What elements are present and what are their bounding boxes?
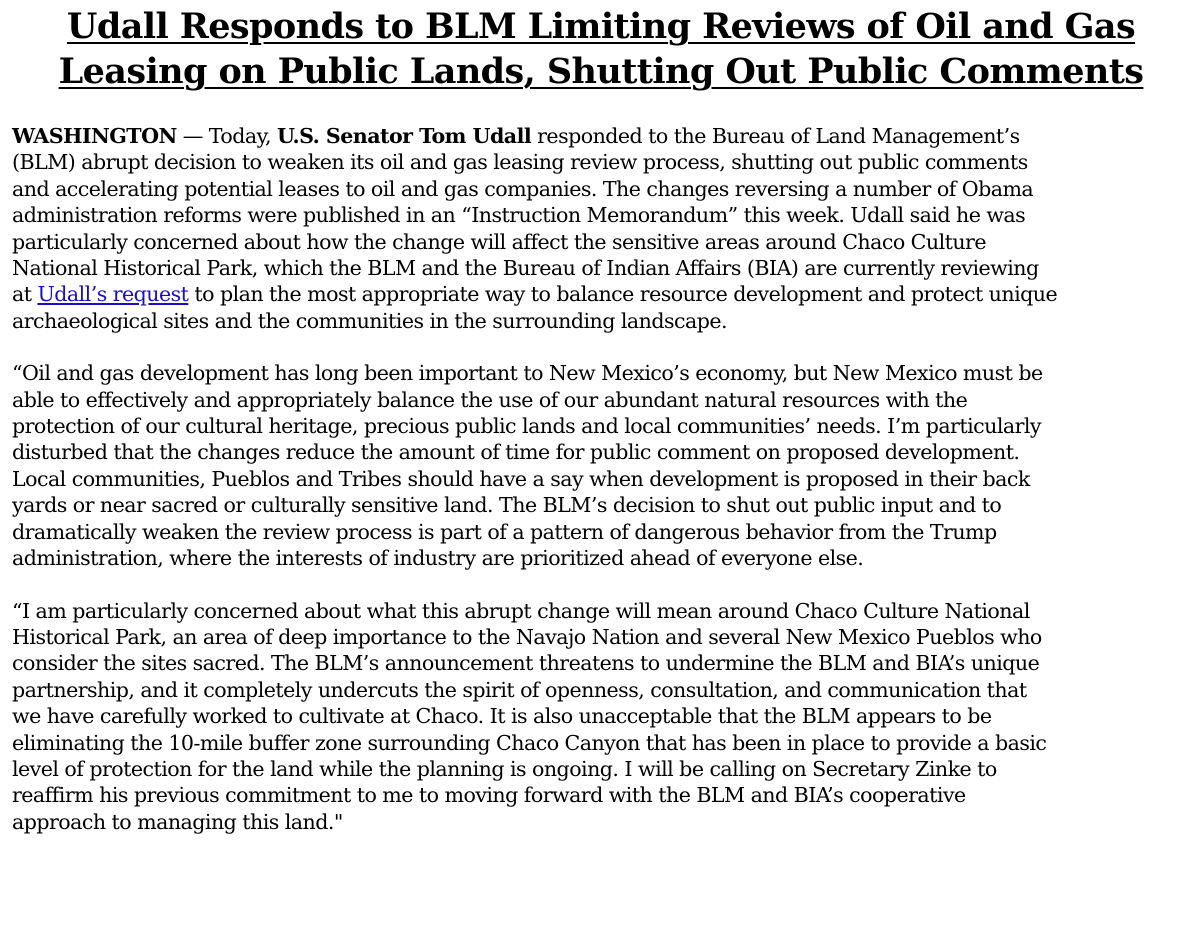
headline <box>12 4 1190 94</box>
quote2-line: we have carefully worked to cultivate at Chaco. It is also unacceptable that the BLM appears to be <box>12 704 992 729</box>
quote-paragraph-1 <box>12 360 1190 571</box>
quote2-line: consider the sites sacred. The BLM’s announcement threatens to undermine the BLM and BIA’s unique <box>12 651 1040 676</box>
lede-paragraph <box>12 123 1190 334</box>
quote2-line: reaffirm his previous commitment to me to moving forward with the BLM and BIA’s cooperative <box>12 783 966 808</box>
quote-paragraph-2 <box>12 598 1190 836</box>
quote1-line: able to effectively and appropriately balance the use of our abundant natural resources with the <box>12 387 968 412</box>
press-release <box>12 0 1190 835</box>
lede-line-8: archaeological sites and the communities in the surrounding landscape. <box>12 308 728 333</box>
quote1-line: administration, where the interests of industry are prioritized ahead of everyone else. <box>12 546 864 571</box>
lede-line-5: particularly concerned about how the change will affect the sensitive areas around Chaco Culture <box>12 229 986 254</box>
quote1-line: Local communities, Pueblos and Tribes should have a say when development is proposed in their back <box>12 466 1030 491</box>
dateline: WASHINGTON <box>12 124 177 148</box>
lede-line-7-pre: at <box>12 282 38 307</box>
quote2-line: partnership, and it completely undercuts the spirit of openness, consultation, and communication that <box>12 677 1027 702</box>
paragraph-spacer <box>12 334 1190 360</box>
lede-line-2: (BLM) abrupt decision to weaken its oil and gas leasing review process, shutting out public comments <box>12 150 1028 175</box>
quote1-line: disturbed that the changes reduce the amount of time for public comment on proposed development. <box>12 440 1020 465</box>
lede-text-a: responded to the Bureau of Land Management’s <box>531 124 1020 148</box>
lede-line-3: and accelerating potential leases to oil and gas companies. The changes reversing a number of Obama <box>12 176 1034 201</box>
quote1-line: “Oil and gas development has long been important to New Mexico’s economy, but New Mexico must be <box>12 361 1043 386</box>
paragraph-spacer <box>12 572 1190 598</box>
quote1-line: dramatically weaken the review process is part of a pattern of dangerous behavior from the Trump <box>12 519 997 544</box>
lede-line-6: National Historical Park, which the BLM and the Bureau of Indian Affairs (BIA) are currently reviewing <box>12 256 1039 281</box>
quote2-line: Historical Park, an area of deep importance to the Navajo Nation and several New Mexico Pueblos who <box>12 624 1042 649</box>
senator-name: U.S. Senator Tom Udall <box>276 124 532 148</box>
quote2-line: approach to managing this land." <box>12 809 343 834</box>
headline-line-2: Leasing on Public Lands, Shutting Out Public Comments <box>58 51 1144 92</box>
lede-line-1 <box>12 123 1190 149</box>
lede-dash: — Today, <box>176 124 277 148</box>
lede-line-7 <box>12 281 1190 307</box>
quote2-line: level of protection for the land while the planning is ongoing. I will be calling on Secretary Zinke to <box>12 756 997 781</box>
quote1-line: protection of our cultural heritage, precious public lands and local communities’ needs. I’m particularly <box>12 414 1041 439</box>
quote1-line: yards or near sacred or culturally sensitive land. The BLM’s decision to shut out public input and to <box>12 493 1002 518</box>
quote2-line: eliminating the 10-mile buffer zone surrounding Chaco Canyon that has been in place to provide a basic <box>12 730 1047 755</box>
lede-line-4: administration reforms were published in an “Instruction Memorandum” this week. Udall said he was <box>12 203 1026 228</box>
lede-line-7-post: to plan the most appropriate way to balance resource development and protect unique <box>188 282 1058 307</box>
headline-line-1: Udall Responds to BLM Limiting Reviews of Oil and Gas <box>66 6 1136 47</box>
quote2-line: “I am particularly concerned about what this abrupt change will mean around Chaco Culture National <box>12 598 1030 623</box>
udall-request-link[interactable]: Udall’s request <box>37 282 189 307</box>
